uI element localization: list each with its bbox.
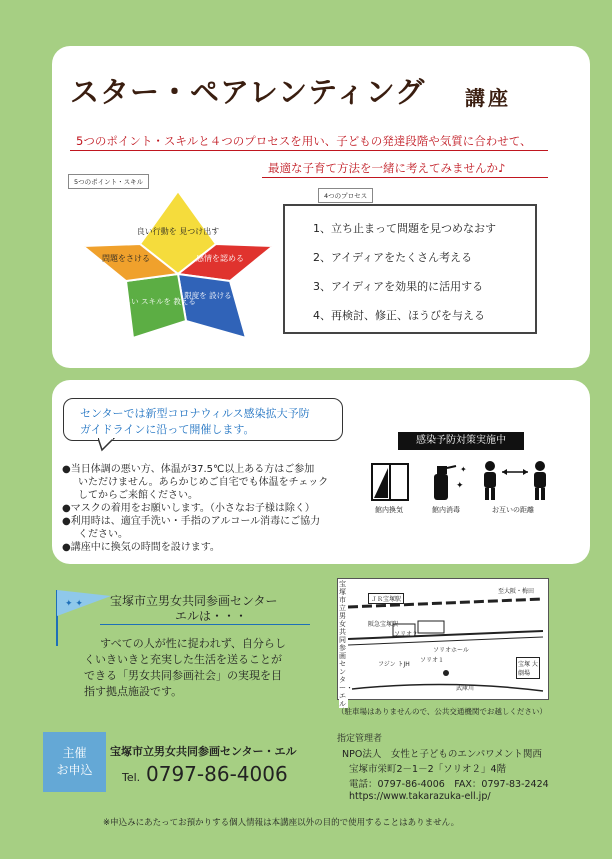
intro-line-2: 最適な子育て方法を一緒に考えてみませんか♪	[268, 161, 506, 175]
star-point-1: 良い行動を 見つけ出す	[136, 227, 220, 236]
about-text-2: くいきいきと充実した生活を送ることが	[84, 653, 282, 666]
map-label-center: 宝塚市立男女共同参画センター・エル	[339, 580, 353, 708]
covid-notice-line-2: ガイドラインに沿って開催します。	[80, 423, 255, 436]
map-label-theater: 宝塚 大劇場	[516, 657, 540, 679]
host-tel-prefix: Tel.	[122, 771, 141, 784]
svg-text:✦: ✦	[456, 481, 464, 491]
intro-underline-2	[262, 177, 548, 178]
star-label: 5つのポイント・スキル	[68, 174, 149, 189]
measures-title: 感染予防対策実施中	[398, 432, 524, 450]
about-title-line-1: 宝塚市立男女共同参画センター	[110, 594, 278, 608]
svg-text:✦ ✦: ✦ ✦	[65, 599, 83, 609]
manager-contact: 電話：0797-86-4006 FAX：0797-83-2424	[349, 779, 549, 790]
process-label: 4つのプロセス	[318, 188, 373, 203]
access-map	[337, 578, 549, 700]
manager-url[interactable]: https://www.takarazuka-ell.jp/	[349, 791, 491, 802]
ventilation-icon	[370, 462, 410, 502]
about-title-line-2: エルは・・・	[175, 609, 248, 623]
distance-icon	[480, 458, 550, 502]
measure-caption-2: 館内消毒	[432, 506, 460, 514]
disinfection-icon	[426, 458, 474, 502]
course-title-suffix: 講座	[465, 86, 511, 110]
star-point-5: 問題をさける	[102, 254, 150, 263]
svg-text:✦: ✦	[460, 465, 467, 474]
map-label-fujin: フジン トJH	[378, 661, 410, 668]
star-segment-bottom-left	[126, 274, 186, 338]
covid-bullet-1: ●当日体調の悪い方、体温が37.5℃以上ある方はご参加	[62, 464, 315, 475]
intro-line-1: 5つのポイント・スキルと４つのプロセスを用い、子どもの発達段階や気質に合わせて、	[76, 134, 532, 148]
map-label-sorio2: ソリオ２	[394, 631, 418, 638]
five-point-star-diagram	[78, 186, 278, 346]
about-text-1: すべての人が性に捉われず、自分らし	[100, 637, 286, 650]
map-label-mukogawa: 武庫川	[456, 685, 475, 692]
parking-note: （駐車場はありませんので、公共交通機関でお越しください）	[337, 707, 547, 716]
star-point-4: 新しい スキルを 教える	[116, 297, 196, 306]
map-label-hankyu-station: 阪急宝塚駅	[368, 621, 399, 628]
host-badge-line-1: 主催	[62, 746, 87, 760]
map-label-sorio1: ソリオ１	[420, 657, 444, 664]
host-badge-line-2: お申込	[56, 763, 93, 777]
covid-bullet-3-cont: ください。	[78, 529, 128, 540]
process-item-2: 2、アイディアをたくさん考える	[313, 251, 473, 264]
process-item-4: 4、再検討、修正、ほうびを与える	[313, 309, 485, 322]
intro-underline-1	[70, 150, 548, 151]
manager-label: 指定管理者	[337, 734, 383, 744]
star-segment-bottom-right	[178, 274, 246, 338]
process-item-1: 1、立ち止まって問題を見つめなおす	[313, 222, 496, 235]
covid-bullet-1-cont-2: してからご来館ください。	[78, 490, 198, 501]
covid-notice-line-1: センターでは新型コロナウィルス感染拡大予防	[80, 407, 310, 420]
host-badge	[43, 732, 106, 792]
privacy-footer: ※申込みにあたってお預かりする個人情報は本講座以外の目的で使用することはありません。	[103, 818, 460, 828]
covid-bullet-1-cont-1: いただけません。あらかじめご自宅でも体温をチェック	[78, 477, 329, 488]
star-point-2: 感情を認める	[196, 254, 244, 263]
star-point-3: 限度を 設ける	[184, 291, 232, 300]
map-label-jr-station: ＪＲ宝塚駅	[368, 593, 404, 604]
notice-tail	[98, 438, 118, 452]
manager-address: 宝塚市栄町2－1－2「ソリオ２」4階	[349, 764, 507, 775]
map-label-to-osaka: 至大阪・梅田	[498, 588, 535, 595]
process-box	[283, 204, 537, 334]
map-label-sorio-hall: ソリオホール	[433, 647, 469, 654]
measure-caption-1: 館内換気	[375, 506, 403, 514]
manager-name: NPO法人 女性と子どものエンパワメント関西	[342, 749, 542, 760]
covid-bullet-3: ●利用時は、適宜手洗い・手指のアルコール消毒にご協力	[62, 516, 321, 527]
host-tel: 0797-86-4006	[146, 762, 288, 786]
about-text-3: できる「男女共同参画社会」の実現を目	[84, 669, 282, 682]
about-text-4: 指す拠点施設です。	[84, 685, 183, 698]
covid-bullet-4: ●講座中に換気の時間を設けます。	[62, 542, 220, 553]
measure-caption-3: お互いの距離	[492, 506, 534, 514]
host-org-name: 宝塚市立男女共同参画センター・エル	[110, 745, 297, 758]
covid-bullet-2: ●マスクの着用をお願いします。（小さなお子様は除く）	[62, 503, 315, 514]
course-title: スター・ペアレンティング	[70, 75, 426, 109]
process-item-3: 3、アイディアを効果的に活用する	[313, 280, 484, 293]
about-title-underline	[100, 624, 310, 625]
covid-notice-bubble	[63, 398, 343, 441]
